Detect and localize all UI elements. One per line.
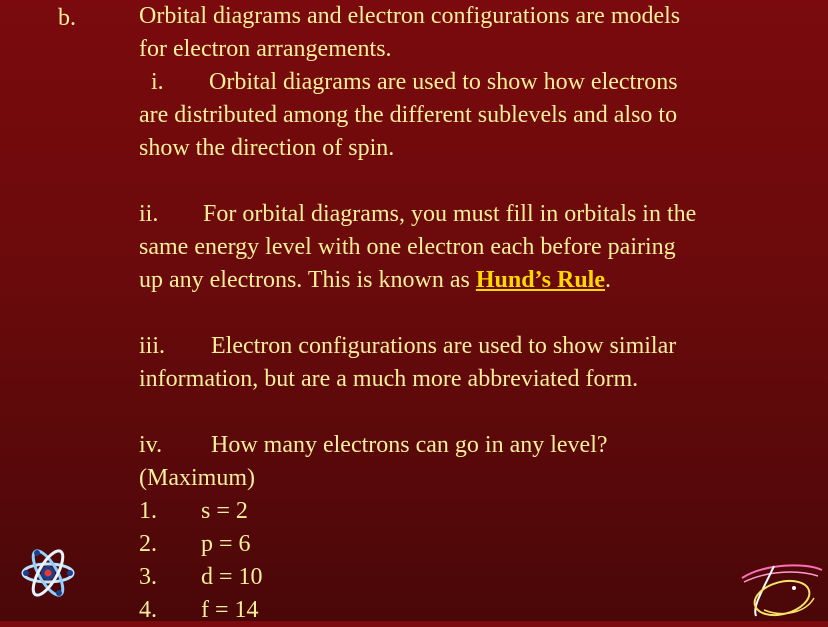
bullet-marker-b: b.: [58, 5, 76, 31]
item-iv-line-1: [139, 429, 799, 462]
list-text: f = 14: [201, 597, 259, 623]
item-iv-note: (Maximum): [139, 465, 255, 491]
list-item: [139, 594, 799, 627]
item-ii-line-3: [139, 264, 799, 297]
item-ii-line-2: same energy level with one electron each before pairing: [139, 234, 676, 260]
hunds-rule-term: Hund’s Rule: [475, 267, 605, 293]
slide-content: [139, 0, 799, 627]
list-number: 4.: [139, 597, 157, 623]
list-text: d = 10: [201, 564, 263, 590]
list-item: [139, 528, 799, 561]
item-i-line-2: are distributed among the different sublevels and also to: [139, 102, 678, 128]
item-ii-text-1: For orbital diagrams, you must fill in orbitals in the: [203, 201, 697, 227]
item-i-label: i.: [151, 69, 164, 95]
item-i-line-1: [139, 66, 799, 99]
list-text: s = 2: [201, 498, 248, 524]
list-number: 3.: [139, 564, 157, 590]
item-i-line-3: show the direction of spin.: [139, 135, 395, 161]
item-i-text-1: Orbital diagrams are used to show how electrons: [209, 69, 678, 95]
list-text: p = 6: [201, 531, 251, 557]
item-iii-label: iii.: [139, 333, 166, 359]
item-iii-line-2: information, but are a much more abbreviated form.: [139, 366, 639, 392]
swirl-logo-icon: [734, 558, 826, 620]
item-iv-label: iv.: [139, 432, 163, 458]
item-iv-question: How many electrons can go in any level?: [211, 432, 608, 458]
intro-line-2: for electron arrangements.: [139, 36, 392, 62]
list-item: [139, 561, 799, 594]
list-item: [139, 495, 799, 528]
atom-icon: [20, 543, 76, 603]
item-ii-period: .: [605, 267, 611, 293]
item-ii-text-3: up any electrons. This is known as: [139, 267, 476, 293]
intro-line-1: Orbital diagrams and electron configurations are models: [139, 3, 681, 29]
list-number: 2.: [139, 531, 157, 557]
item-ii-label: ii.: [139, 201, 159, 227]
list-number: 1.: [139, 498, 157, 524]
item-ii-line-1: [139, 198, 799, 231]
item-iii-text-1: Electron configurations are used to show similar: [211, 333, 677, 359]
item-iii-line-1: [139, 330, 799, 363]
